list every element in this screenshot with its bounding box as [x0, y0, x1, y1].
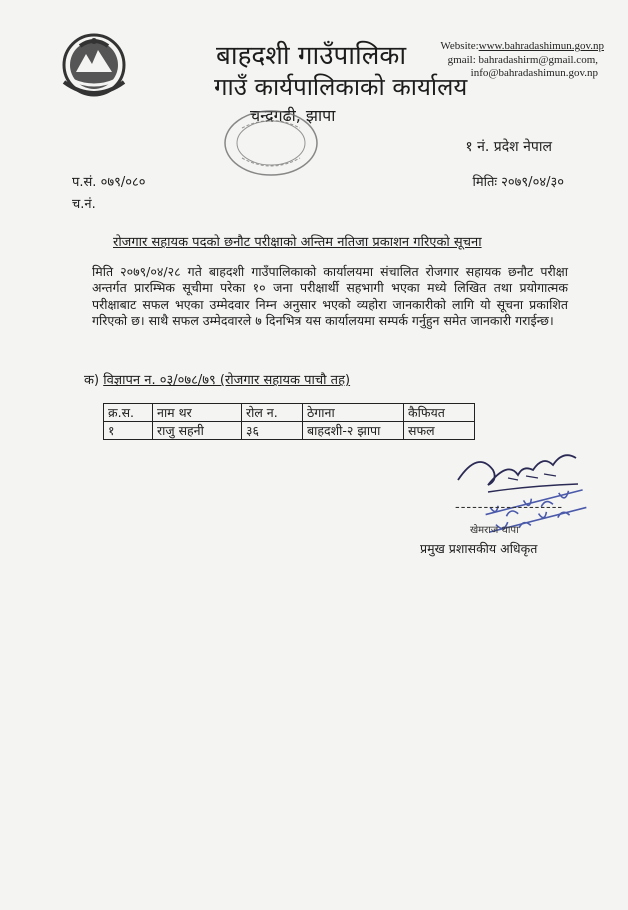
advertisement-line [84, 370, 350, 388]
nepal-emblem-icon [58, 32, 130, 98]
notice-body: मिति २०७९/०४/२८ गते बाहदशी गाउँपालिकाको कार्यालयमा संचालित रोजगार सहायक छनौट परीक्षा अन्तर्गत प्रारम्भिक सूचीमा परेका १० जना परीक्षार्थी सहभागी भएका मध्ये लिखित तथा प्रयोगात्मक परीक्षाबाट सफल भएका उम्मेदवार निम्न अनुसार भएको व्यहोरा जानकारीको लागि यो सूचना प्रकाशित गरिएको छ। साथै सफल उम्मेदवारले ७ दिनभित्र यस कार्यालयमा सम्पर्क गर्नुहुन समेत जानकारी गराईन्छ। [92, 264, 568, 329]
cell-serial: १ [104, 422, 153, 440]
col-roll: रोल न. [242, 404, 303, 422]
notice-heading: रोजगार सहायक पदको छनौट परीक्षाको अन्तिम नतिजा प्रकाशन गरिएको सूचना [113, 235, 482, 250]
dispatch-number: च.नं. [72, 197, 96, 212]
cell-remarks: सफल [404, 422, 475, 440]
col-address: ठेगाना [303, 404, 404, 422]
office-subtitle: गाउँ कार्यपालिकाको कार्यालय [214, 73, 468, 101]
website-link[interactable]: www.bahradashimun.gov.np [478, 40, 604, 52]
table-header-row [104, 404, 475, 422]
office-name: बाहदशी गाउँपालिका [216, 41, 407, 71]
cell-name: राजु सहनी [153, 422, 242, 440]
reference-number: प.सं. ०७९/०८० [72, 175, 146, 190]
cell-address: बाहदशी-२ झापा [303, 422, 404, 440]
advertisement-prefix: क) [84, 373, 100, 388]
province-label: १ नं. प्रदेश नेपाल [465, 139, 552, 155]
gmail-line: gmail: bahradashirm@gmail.com, [447, 54, 598, 66]
col-name: नाम थर [153, 404, 242, 422]
office-seal-stamp [222, 108, 320, 178]
office-location: चन्द्रगढी, झापा [250, 106, 336, 125]
officer-title: प्रमुख प्रशासकीय अधिकृत [420, 541, 538, 556]
table-row [104, 422, 475, 440]
signature-line: ------------------- [455, 500, 564, 515]
results-table [103, 403, 475, 440]
cell-roll: ३६ [242, 422, 303, 440]
website-line [440, 40, 604, 52]
col-serial: क्र.स. [104, 404, 153, 422]
issue-date: मितिः २०७९/०४/३० [472, 175, 564, 190]
advertisement-number: विज्ञापन न. ०३/०७८/७९ (रोजगार सहायक पाचौ तह) [103, 373, 351, 388]
officer-name: खेमराज थापा [470, 525, 519, 536]
col-remarks: कैफियत [404, 404, 475, 422]
email-line: info@bahradashimun.gov.np [470, 67, 598, 79]
website-label: Website: [440, 40, 479, 52]
